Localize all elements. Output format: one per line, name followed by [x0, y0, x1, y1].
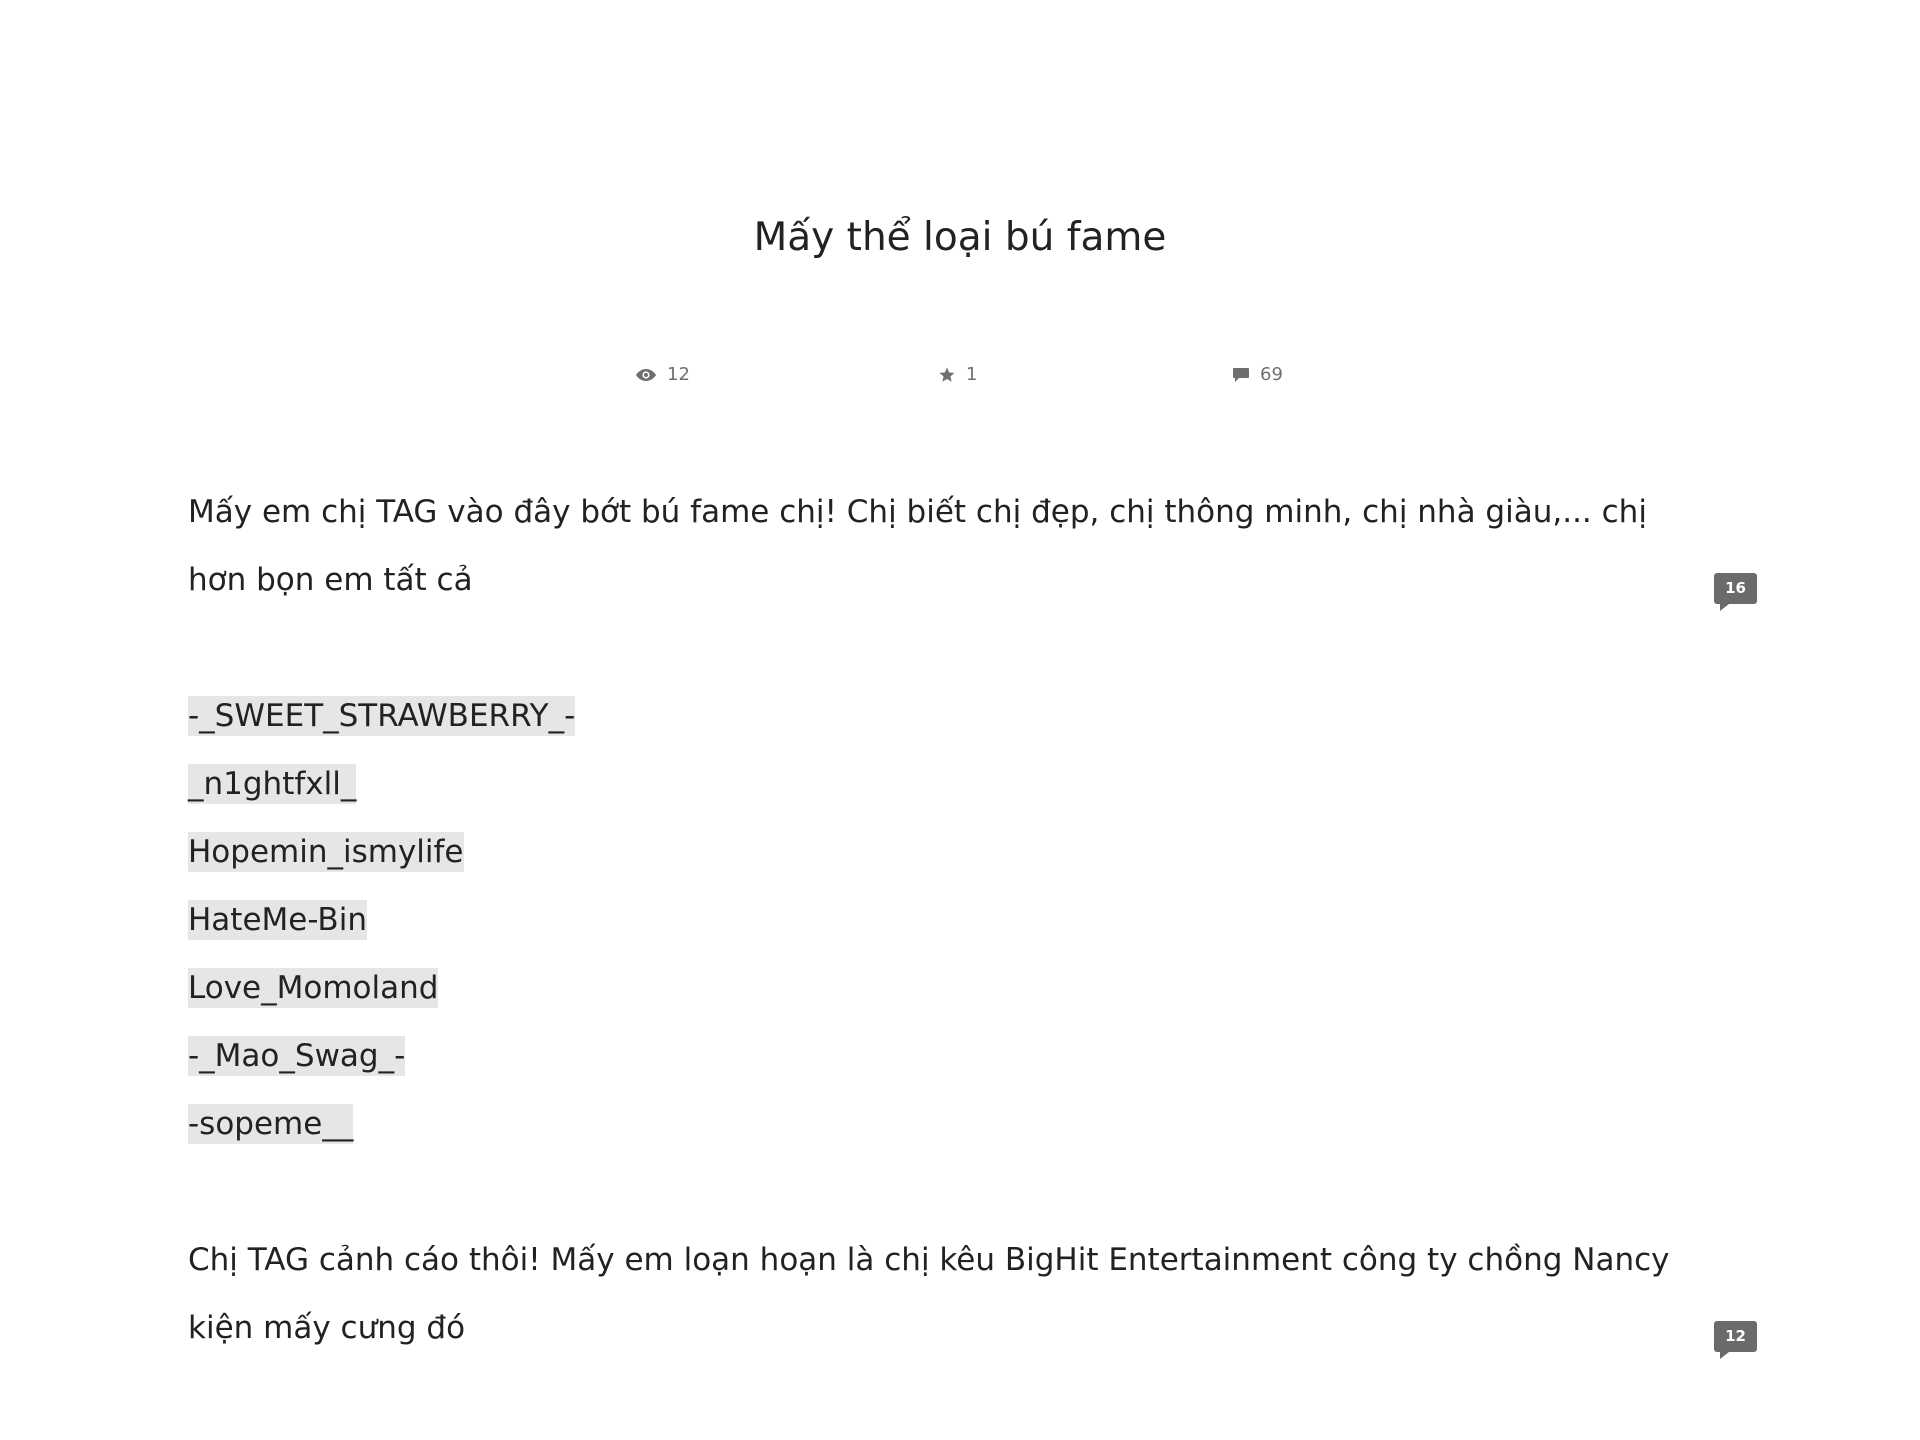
paragraph-text: Mấy em chị TAG vào đây bớt bú fame chị! Chị biết chị đẹp, chị thông minh, chị nhà giàu,... chị hơn bọn em tất cả	[188, 494, 1647, 598]
reads-stat	[635, 364, 690, 385]
tagged-username[interactable]: Love_Momoland	[188, 970, 439, 1006]
inline-comment-button[interactable]	[1714, 1321, 1757, 1352]
tagged-username[interactable]: HateMe-Bin	[188, 902, 367, 938]
tagged-users-list	[188, 682, 1748, 1158]
story-title: Mấy thể loại bú fame	[753, 215, 1167, 260]
inline-comment-count: 12	[1714, 1321, 1757, 1352]
votes-stat	[938, 364, 977, 385]
eye-icon	[635, 368, 657, 382]
tagged-username[interactable]: -sopeme__	[188, 1106, 354, 1142]
story-paragraph	[188, 478, 1748, 614]
comment-icon	[1232, 366, 1250, 384]
inline-comment-count: 16	[1714, 573, 1757, 604]
tagged-username[interactable]: -_Mao_Swag_-	[188, 1038, 406, 1074]
paragraph-text: Chị TAG cảnh cáo thôi! Mấy em loạn hoạn là chị kêu BigHit Entertainment công ty chồng Nancy kiện mấy cưng đó	[188, 1242, 1670, 1346]
story-paragraph	[188, 1226, 1748, 1362]
tagged-username[interactable]: -_SWEET_STRAWBERRY_-	[188, 698, 576, 734]
tagged-username[interactable]: Hopemin_ismylife	[188, 834, 464, 870]
comments-stat	[1232, 364, 1283, 385]
comments-count: 69	[1260, 364, 1283, 385]
reads-count: 12	[667, 364, 690, 385]
story-content	[188, 478, 1748, 1362]
comment-bubble-tail	[1720, 1352, 1729, 1359]
votes-count: 1	[966, 364, 978, 385]
inline-comment-button[interactable]	[1714, 573, 1757, 604]
comment-bubble-tail	[1720, 604, 1729, 611]
story-stats	[0, 364, 1920, 392]
star-icon	[938, 366, 956, 384]
tagged-username[interactable]: _n1ghtfxll_	[188, 766, 357, 802]
